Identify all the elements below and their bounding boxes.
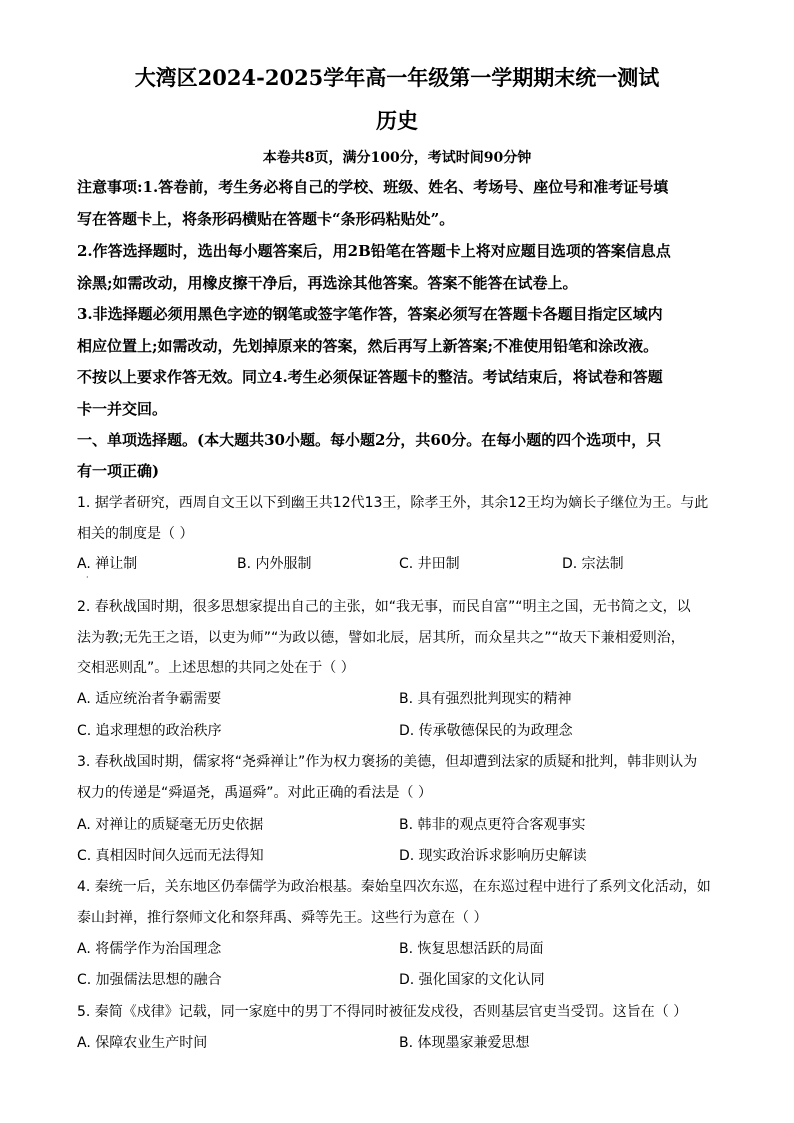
notice-line: 涂黑;如需改动，用橡皮擦干净后，再选涂其他答案。答案不能答在试卷上。 [77,274,578,292]
option-c: C. 井田制 [399,556,460,572]
option-a: A. 适应统治者争霸需要 [77,691,222,707]
option-b: B. 具有强烈批判现实的精神 [399,691,572,707]
question-stem: 3. 春秋战国时期，儒家将“尧舜禅让”作为权力褒扬的美德，但却遭到法家的质疑和批判，韩非则认为 [77,754,698,770]
question-stem: 4. 秦统一后，关东地区仍奉儒学为政治根基。秦始皇四次东巡，在东巡过程中进行了系列文化活动，如 [77,879,711,895]
exam-meta: 本卷共8页，满分100分，考试时间90分钟 [262,150,532,166]
option-a: A. 禅让制 [77,556,138,572]
option-d: D. 宗法制 [562,556,624,572]
option-d: D. 传承敬德保民的为政理念 [399,723,573,739]
option-d: D. 强化国家的文化认同 [399,972,545,988]
option-b: B. 韩非的观点更符合客观事实 [399,817,586,833]
option-a: A. 对禅让的质疑毫无历史依据 [77,817,264,833]
section-heading: 一、单项选择题。(本大题共30小题。每小题2分，共60分。在每小题的四个选项中，只 [77,431,662,449]
option-c: C. 追求理想的政治秩序 [77,723,222,739]
question-stem: 交相恶则乱”。上述思想的共同之处在于（ ） [77,660,355,676]
exam-title: 大湾区2024-2025学年高一年级第一学期期末统一测试 [134,65,660,90]
option-b: B. 恢复思想活跃的局面 [399,941,544,957]
notice-line: 3.非选择题必须用黑色字迹的钢笔或签字笔作答，答案必须写在答题卡各题目指定区域内 [77,305,663,323]
question-stem: 泰山封禅，推行祭师文化和祭拜禹、舜等先王。这些行为意在（ ） [77,910,488,926]
option-b: B. 内外服制 [237,556,312,572]
stray-mark: · [86,573,89,582]
option-a: A. 保障农业生产时间 [77,1035,208,1051]
question-stem: 法为教;无先王之语，以吏为师”“为政以德，譬如北辰，居其所，而众星共之”“故天下兼相爱则治， [77,630,685,646]
option-c: C. 真相因时间久远而无法得知 [77,848,264,864]
section-heading: 有一项正确) [77,462,160,480]
question-stem: 5. 秦简《戍律》记载，同一家庭中的男丁不得同时被征发戍役，否则基层官吏当受罚。这旨在（ ） [77,1004,688,1020]
notice-line: 相应位置上;如需改动，先划掉原来的答案，然后再写上新答案;不准使用铅笔和涂改液。 [77,337,659,355]
option-b: B. 体现墨家兼爱思想 [399,1035,530,1051]
question-stem: 权力的传递是“舜逼尧，禹逼舜”。对此正确的看法是（ ） [77,785,432,801]
notice-line: 2.作答选择题时，选出每小题答案后，用2B铅笔在答题卡上将对应题目选项的答案信息点 [77,242,671,260]
question-stem: 2. 春秋战国时期，很多思想家提出自己的主张，如“我无事，而民自富”“明主之国，无书简之文，以 [77,599,691,615]
option-c: C. 加强儒法思想的融合 [77,972,222,988]
notice-line: 卡一并交回。 [77,400,168,418]
option-d: D. 现实政治诉求影响历史解读 [399,848,587,864]
notice-line: 不按以上要求作答无效。同立4.考生必须保证答题卡的整洁。考试结束后，将试卷和答题 [77,368,663,386]
notice-line: 注意事项:1.答卷前，考生务必将自己的学校、班级、姓名、考场号、座位号和准考证号填 [77,178,669,196]
question-stem: 1. 据学者研究，西周自文王以下到幽王共12代13王，除孝王外，其余12王均为嫡长子继位为王。与此 [77,495,709,511]
option-a: A. 将儒学作为治国理念 [77,941,222,957]
notice-line: 写在答题卡上，将条形码横贴在答题卡“条形码粘贴处”。 [77,210,455,228]
subject-title: 历史 [376,108,418,133]
question-stem: 相关的制度是（ ） [77,526,194,542]
